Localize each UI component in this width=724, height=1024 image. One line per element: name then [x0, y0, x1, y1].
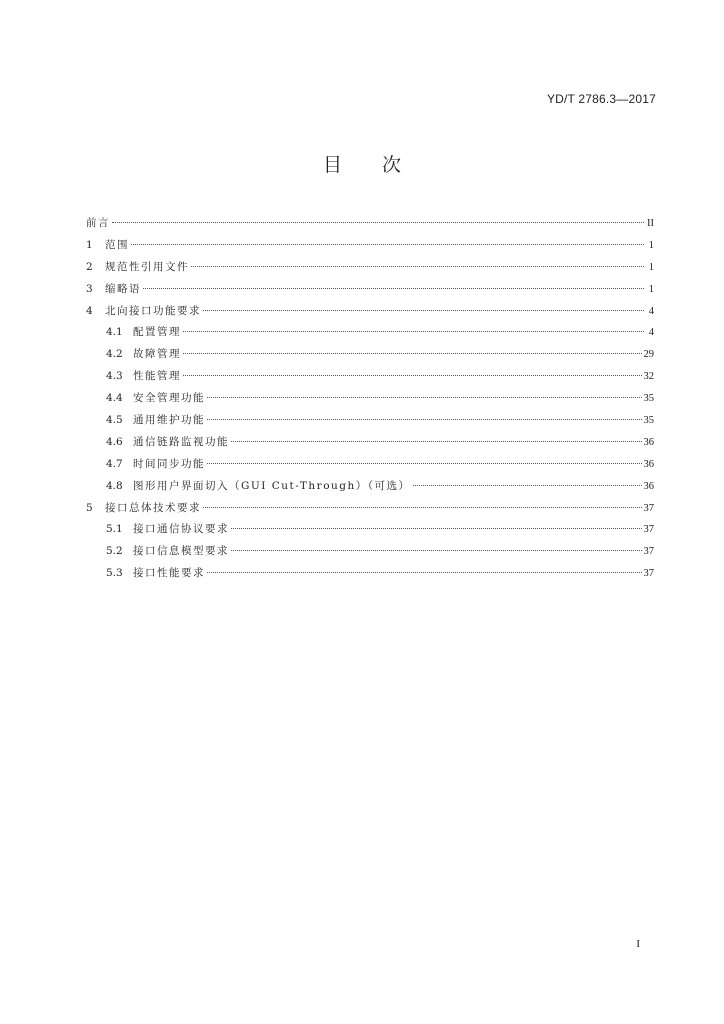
toc-entry[interactable]	[86, 432, 654, 454]
toc-entry[interactable]	[86, 322, 654, 344]
toc-entry-page: 4	[648, 327, 654, 339]
toc-entry-page: 36	[643, 458, 654, 470]
toc-entry-title: 范围	[105, 238, 129, 251]
toc-entry-number: 5.2	[106, 545, 123, 558]
toc-entry-number: 4.5	[106, 414, 123, 427]
toc-leader-dots	[231, 550, 642, 551]
toc-entry-number: 3	[86, 282, 93, 295]
toc-entry-title: 规范性引用文件	[105, 260, 189, 273]
toc-entry-number: 4.8	[106, 479, 123, 492]
toc-entry-page: 36	[643, 480, 654, 492]
toc-entry[interactable]	[86, 498, 654, 520]
toc-entry-number: 4.3	[106, 370, 123, 383]
toc-leader-dots	[183, 331, 644, 332]
toc-entry-number: 1	[86, 238, 93, 251]
toc-entry-page: 32	[643, 371, 654, 383]
toc-entry[interactable]	[86, 388, 654, 410]
toc-entry[interactable]	[86, 410, 654, 432]
toc-entry-title: 通用维护功能	[133, 414, 205, 427]
toc-leader-dots	[231, 528, 642, 529]
toc-entry-page: 37	[643, 524, 654, 536]
toc-entry-title: 接口通信协议要求	[133, 523, 229, 536]
table-of-contents	[86, 213, 654, 585]
toc-entry-number: 4.4	[106, 392, 123, 405]
toc-leader-dots	[207, 397, 642, 398]
toc-entry-page: 35	[643, 393, 654, 405]
toc-entry-title: 接口性能要求	[133, 567, 205, 580]
toc-entry-title: 故障管理	[133, 348, 181, 361]
toc-leader-dots	[203, 310, 644, 311]
toc-leader-dots	[112, 222, 644, 223]
toc-entry-number: 5.3	[106, 567, 123, 580]
toc-entry-title: 时间同步功能	[133, 457, 205, 470]
toc-entry[interactable]	[86, 344, 654, 366]
toc-entry-number: 4	[86, 304, 93, 317]
toc-entry[interactable]	[86, 235, 654, 257]
toc-entry-title: 接口信息模型要求	[133, 545, 229, 558]
toc-entry[interactable]	[86, 519, 654, 541]
title-char-1: 目	[322, 154, 342, 176]
toc-leader-dots	[191, 266, 644, 267]
toc-entry-number: 4.2	[106, 348, 123, 361]
toc-entry-page: 29	[643, 349, 654, 361]
toc-entry-number: 4.6	[106, 435, 123, 448]
toc-entry-page: 37	[643, 546, 654, 558]
toc-leader-dots	[143, 288, 644, 289]
toc-leader-dots	[413, 485, 642, 486]
toc-entry-page: 35	[643, 415, 654, 427]
toc-entry-page: 36	[643, 436, 654, 448]
toc-entry-page: 1	[648, 261, 654, 273]
toc-entry[interactable]	[86, 563, 654, 585]
toc-leader-dots	[207, 419, 642, 420]
toc-entry[interactable]	[86, 257, 654, 279]
toc-entry-number: 5	[86, 501, 93, 514]
toc-entry-title: 性能管理	[133, 370, 181, 383]
toc-entry-number: 4.1	[106, 326, 123, 339]
title-char-2: 次	[382, 154, 402, 176]
standard-number: YD/T 2786.3—2017	[546, 92, 656, 106]
toc-entry-title: 缩略语	[105, 282, 141, 295]
toc-entry-title: 安全管理功能	[133, 392, 205, 405]
toc-leader-dots	[183, 353, 642, 354]
toc-entry-page: 4	[648, 305, 654, 317]
page-number: I	[636, 938, 640, 950]
toc-leader-dots	[203, 507, 642, 508]
toc-entry-number: 2	[86, 260, 93, 273]
toc-entry[interactable]	[86, 454, 654, 476]
toc-entry-title: 接口总体技术要求	[105, 501, 201, 514]
toc-leader-dots	[131, 244, 644, 245]
toc-entry-number: 4.7	[106, 457, 123, 470]
toc-entry-title: 图形用户界面切入（GUI Cut-Through）（可选）	[133, 479, 411, 492]
toc-entry-page: 37	[643, 568, 654, 580]
page-title	[0, 150, 724, 177]
toc-entry[interactable]	[86, 541, 654, 563]
toc-entry-title: 配置管理	[133, 326, 181, 339]
toc-leader-dots	[231, 441, 642, 442]
toc-entry-page: II	[647, 218, 654, 229]
toc-entry-number: 5.1	[106, 523, 123, 536]
toc-entry-title: 北向接口功能要求	[105, 304, 201, 317]
toc-entry[interactable]	[86, 279, 654, 301]
toc-entry[interactable]	[86, 476, 654, 498]
toc-entry[interactable]	[86, 213, 654, 235]
toc-entry-page: 37	[643, 502, 654, 514]
toc-entry-page: 1	[648, 239, 654, 251]
toc-entry-page: 1	[648, 283, 654, 295]
toc-entry-title: 前言	[86, 217, 110, 229]
toc-leader-dots	[207, 463, 642, 464]
toc-leader-dots	[207, 572, 642, 573]
toc-leader-dots	[183, 375, 642, 376]
toc-entry[interactable]	[86, 301, 654, 323]
toc-entry[interactable]	[86, 366, 654, 388]
toc-entry-title: 通信链路监视功能	[133, 435, 229, 448]
